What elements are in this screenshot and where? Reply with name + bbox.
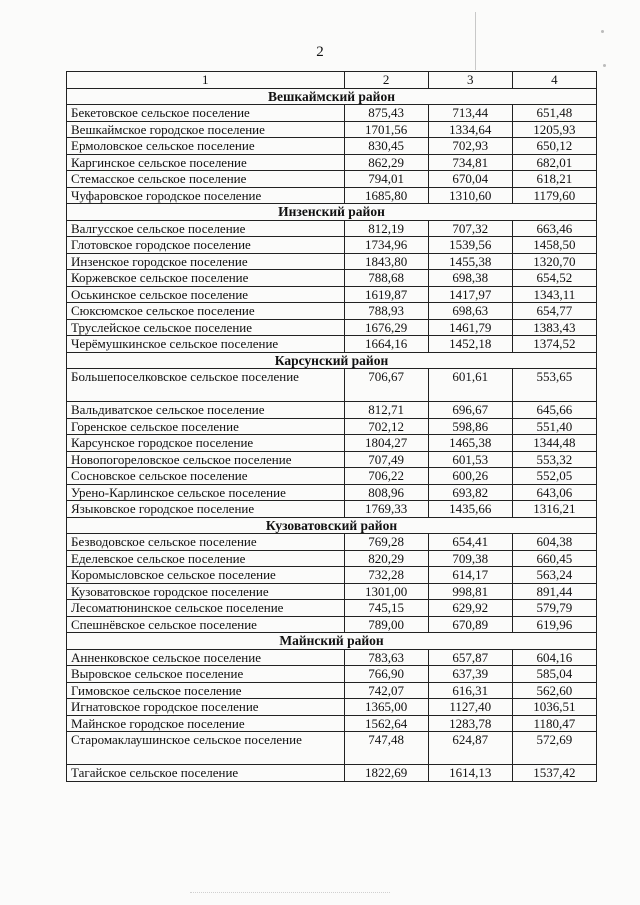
settlement-name-cell: Труслейское сельское поселение [67,319,345,336]
district-header-row [67,352,597,369]
value-col-4-cell: 1344,48 [512,435,596,452]
table-row [67,765,597,782]
value-col-3-cell: 702,93 [428,138,512,155]
value-col-2-cell: 789,00 [344,616,428,633]
value-col-4-cell: 553,32 [512,451,596,468]
value-col-2-cell: 1619,87 [344,286,428,303]
settlement-name-cell: Горенское сельское поселение [67,418,345,435]
column-header-3: 3 [428,72,512,89]
value-col-3-cell: 1614,13 [428,765,512,782]
table-row [67,237,597,254]
value-col-3-cell: 713,44 [428,105,512,122]
value-col-3-cell: 601,61 [428,369,512,402]
value-col-2-cell: 707,49 [344,451,428,468]
value-col-4-cell: 604,38 [512,534,596,551]
table-row [67,699,597,716]
value-col-2-cell: 732,28 [344,567,428,584]
table-row [67,303,597,320]
value-col-2-cell: 1734,96 [344,237,428,254]
value-col-2-cell: 812,19 [344,220,428,237]
value-col-3-cell: 1283,78 [428,715,512,732]
settlement-name-cell: Вешкаймское городское поселение [67,121,345,138]
value-col-3-cell: 1465,38 [428,435,512,452]
value-col-2-cell: 820,29 [344,550,428,567]
scan-artifact-line [475,12,476,70]
value-col-4-cell: 618,21 [512,171,596,188]
settlements-table [66,71,597,782]
settlement-name-cell: Валгусское сельское поселение [67,220,345,237]
settlement-name-cell: Спешнёвское сельское поселение [67,616,345,633]
settlement-name-cell: Инзенское городское поселение [67,253,345,270]
district-header-row [67,88,597,105]
value-col-3-cell: 709,38 [428,550,512,567]
value-col-4-cell: 682,01 [512,154,596,171]
settlement-name-cell: Чуфаровское городское поселение [67,187,345,204]
scan-artifact-dot [603,64,606,67]
value-col-3-cell: 1539,56 [428,237,512,254]
settlement-name-cell: Большепоселковское сельское поселение [67,369,345,402]
district-title: Кузоватовский район [67,517,597,534]
settlement-name-cell: Глотовское городское поселение [67,237,345,254]
value-col-2-cell: 862,29 [344,154,428,171]
value-col-4-cell: 643,06 [512,484,596,501]
value-col-3-cell: 696,67 [428,402,512,419]
table-row [67,649,597,666]
value-col-3-cell: 998,81 [428,583,512,600]
value-col-4-cell: 654,52 [512,270,596,287]
value-col-3-cell: 1461,79 [428,319,512,336]
value-col-4-cell: 585,04 [512,666,596,683]
scan-artifact-dot [601,30,604,33]
settlement-name-cell: Анненковское сельское поселение [67,649,345,666]
value-col-3-cell: 1455,38 [428,253,512,270]
table-row [67,270,597,287]
value-col-3-cell: 698,38 [428,270,512,287]
value-col-4-cell: 1374,52 [512,336,596,353]
value-col-2-cell: 1676,29 [344,319,428,336]
column-header-4: 4 [512,72,596,89]
table-row [67,583,597,600]
table-row [67,468,597,485]
value-col-4-cell: 551,40 [512,418,596,435]
district-title: Майнский район [67,633,597,650]
value-col-3-cell: 637,39 [428,666,512,683]
table-row [67,600,597,617]
settlement-name-cell: Коромысловское сельское поселение [67,567,345,584]
column-number-row [67,72,597,89]
value-col-2-cell: 808,96 [344,484,428,501]
value-col-3-cell: 600,26 [428,468,512,485]
district-title: Карсунский район [67,352,597,369]
value-col-3-cell: 1127,40 [428,699,512,716]
value-col-3-cell: 693,82 [428,484,512,501]
value-col-4-cell: 1316,21 [512,501,596,518]
settlement-name-cell: Новопогореловское сельское поселение [67,451,345,468]
value-col-2-cell: 1822,69 [344,765,428,782]
value-col-4-cell: 645,66 [512,402,596,419]
value-col-4-cell: 1320,70 [512,253,596,270]
value-col-4-cell: 654,77 [512,303,596,320]
page-number: 2 [316,44,324,60]
value-col-3-cell: 629,92 [428,600,512,617]
settlement-name-cell: Гимовское сельское поселение [67,682,345,699]
value-col-2-cell: 1301,00 [344,583,428,600]
value-col-2-cell: 812,71 [344,402,428,419]
value-col-4-cell: 553,65 [512,369,596,402]
value-col-2-cell: 702,12 [344,418,428,435]
settlement-name-cell: Тагайское сельское поселение [67,765,345,782]
table-row [67,484,597,501]
district-title: Инзенский район [67,204,597,221]
settlement-name-cell: Каргинское сельское поселение [67,154,345,171]
value-col-2-cell: 1701,56 [344,121,428,138]
value-col-2-cell: 1365,00 [344,699,428,716]
value-col-3-cell: 1334,64 [428,121,512,138]
value-col-4-cell: 572,69 [512,732,596,765]
value-col-4-cell: 619,96 [512,616,596,633]
settlement-name-cell: Сосновское сельское поселение [67,468,345,485]
value-col-2-cell: 769,28 [344,534,428,551]
settlement-name-cell: Сюксюмское сельское поселение [67,303,345,320]
value-col-4-cell: 891,44 [512,583,596,600]
table-row [67,567,597,584]
settlement-name-cell: Бекетовское сельское поселение [67,105,345,122]
value-col-3-cell: 616,31 [428,682,512,699]
district-title: Вешкаймский район [67,88,597,105]
table-row [67,220,597,237]
settlement-name-cell: Черёмушкинское сельское поселение [67,336,345,353]
value-col-4-cell: 562,60 [512,682,596,699]
value-col-4-cell: 1383,43 [512,319,596,336]
value-col-2-cell: 706,22 [344,468,428,485]
value-col-2-cell: 788,93 [344,303,428,320]
table-row [67,121,597,138]
table-row [67,616,597,633]
value-col-2-cell: 788,68 [344,270,428,287]
settlement-name-cell: Стемасское сельское поселение [67,171,345,188]
district-header-row [67,633,597,650]
value-col-3-cell: 657,87 [428,649,512,666]
value-col-4-cell: 663,46 [512,220,596,237]
settlement-name-cell: Еделевское сельское поселение [67,550,345,567]
table-row [67,319,597,336]
value-col-4-cell: 1343,11 [512,286,596,303]
value-col-3-cell: 707,32 [428,220,512,237]
value-col-3-cell: 1452,18 [428,336,512,353]
settlement-name-cell: Майнское городское поселение [67,715,345,732]
table-row [67,187,597,204]
value-col-4-cell: 1179,60 [512,187,596,204]
table-row [67,105,597,122]
value-col-2-cell: 830,45 [344,138,428,155]
settlement-name-cell: Игнатовское городское поселение [67,699,345,716]
table-row [67,682,597,699]
value-col-4-cell: 604,16 [512,649,596,666]
settlement-name-cell: Коржевское сельское поселение [67,270,345,287]
value-col-4-cell: 579,79 [512,600,596,617]
value-col-3-cell: 698,63 [428,303,512,320]
value-col-4-cell: 1537,42 [512,765,596,782]
value-col-3-cell: 670,89 [428,616,512,633]
value-col-2-cell: 766,90 [344,666,428,683]
table-row [67,715,597,732]
value-col-2-cell: 1562,64 [344,715,428,732]
table-row [67,402,597,419]
table-row [67,501,597,518]
settlement-name-cell: Вальдиватское сельское поселение [67,402,345,419]
settlement-name-cell: Оськинское сельское поселение [67,286,345,303]
settlement-name-cell: Безводовское сельское поселение [67,534,345,551]
value-col-3-cell: 1417,97 [428,286,512,303]
value-col-2-cell: 783,63 [344,649,428,666]
value-col-4-cell: 1458,50 [512,237,596,254]
settlement-name-cell: Урено-Карлинское сельское поселение [67,484,345,501]
table-row [67,666,597,683]
value-col-4-cell: 563,24 [512,567,596,584]
column-header-1: 1 [67,72,345,89]
table-row [67,550,597,567]
value-col-3-cell: 1435,66 [428,501,512,518]
value-col-3-cell: 614,17 [428,567,512,584]
table-row [67,451,597,468]
value-col-3-cell: 598,86 [428,418,512,435]
settlement-name-cell: Старомаклаушинское сельское поселение [67,732,345,765]
settlement-name-cell: Языковское городское поселение [67,501,345,518]
settlement-name-cell: Кузоватовское городское поселение [67,583,345,600]
district-header-row [67,517,597,534]
table-row [67,286,597,303]
table-row [67,138,597,155]
table-row [67,418,597,435]
value-col-2-cell: 1843,80 [344,253,428,270]
column-header-2: 2 [344,72,428,89]
value-col-4-cell: 1036,51 [512,699,596,716]
value-col-2-cell: 875,43 [344,105,428,122]
settlement-name-cell: Лесоматюнинское сельское поселение [67,600,345,617]
table-row [67,732,597,765]
value-col-3-cell: 601,53 [428,451,512,468]
value-col-2-cell: 742,07 [344,682,428,699]
table-row [67,253,597,270]
value-col-3-cell: 1310,60 [428,187,512,204]
value-col-4-cell: 651,48 [512,105,596,122]
table-row [67,336,597,353]
value-col-3-cell: 654,41 [428,534,512,551]
value-col-2-cell: 745,15 [344,600,428,617]
table-body [67,88,597,781]
table-row [67,534,597,551]
settlement-name-cell: Выровское сельское поселение [67,666,345,683]
value-col-2-cell: 1685,80 [344,187,428,204]
table-row [67,154,597,171]
table-row [67,369,597,402]
value-col-2-cell: 1769,33 [344,501,428,518]
district-header-row [67,204,597,221]
value-col-2-cell: 1664,16 [344,336,428,353]
table-row [67,435,597,452]
value-col-3-cell: 624,87 [428,732,512,765]
value-col-2-cell: 747,48 [344,732,428,765]
value-col-2-cell: 794,01 [344,171,428,188]
scan-artifact-dots [190,892,390,895]
table-row [67,171,597,188]
settlement-name-cell: Ермоловское сельское поселение [67,138,345,155]
value-col-2-cell: 1804,27 [344,435,428,452]
value-col-3-cell: 670,04 [428,171,512,188]
value-col-4-cell: 1180,47 [512,715,596,732]
value-col-3-cell: 734,81 [428,154,512,171]
value-col-4-cell: 650,12 [512,138,596,155]
value-col-4-cell: 660,45 [512,550,596,567]
value-col-2-cell: 706,67 [344,369,428,402]
value-col-4-cell: 1205,93 [512,121,596,138]
value-col-4-cell: 552,05 [512,468,596,485]
settlement-name-cell: Карсунское городское поселение [67,435,345,452]
